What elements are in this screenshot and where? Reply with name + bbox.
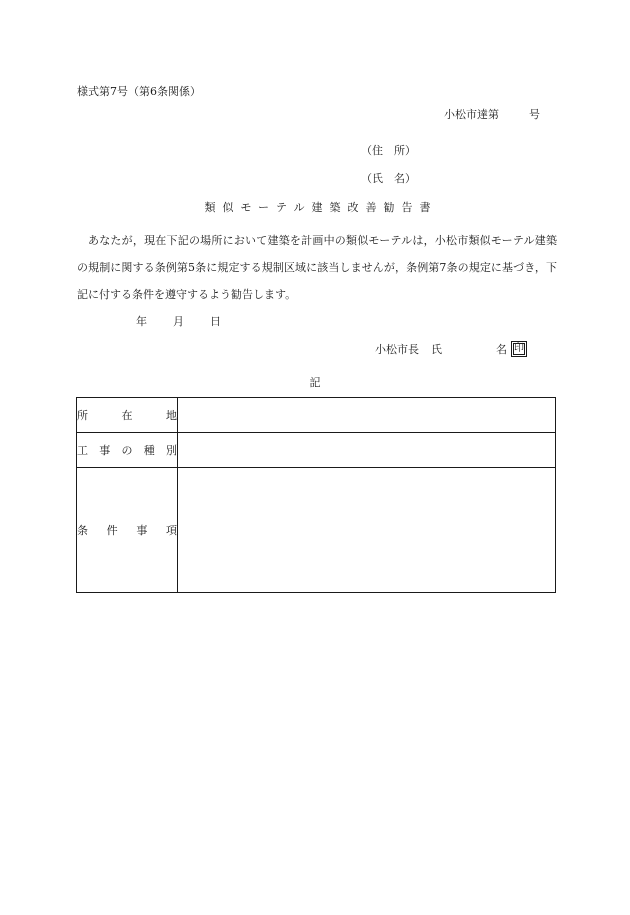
issuer-line (375, 342, 527, 358)
label-char: 地 (166, 409, 177, 422)
recipient-address-label: （住 所） (361, 144, 416, 157)
notice-number (444, 108, 540, 122)
work-type-label (77, 442, 177, 458)
document-title: 類似モーテル建築改善勧告書 (204, 201, 438, 214)
body-text: あなたが，現在下記の場所において建築を計画中の類似モーテルは，小松市類似モーテル建築の規制に関する条例第5条に規定する規制区域に該当しませんが，条例第7条の規定に基づき，下記に付する条件を遵守するよう勧告します。 (77, 234, 557, 301)
seal-icon (511, 341, 527, 357)
table-row-work-type (77, 433, 556, 468)
table-row-location (77, 398, 556, 433)
conditions-table (76, 397, 556, 593)
label-char: 事 (136, 524, 148, 537)
conditions-label (77, 522, 177, 538)
label-char: 事 (99, 444, 111, 457)
conditions-value (178, 468, 556, 593)
location-label-cell (77, 398, 178, 433)
location-value (178, 398, 556, 433)
label-char: 工 (77, 444, 88, 457)
issuer-name-a: 氏 (431, 343, 442, 356)
recipient-name-label: （氏 名） (361, 172, 416, 185)
label-char: 条 (77, 524, 88, 537)
notice-number-suffix: 号 (529, 108, 540, 121)
date-day: 日 (210, 315, 221, 328)
conditions-label-cell (77, 468, 178, 593)
seal-label: 印 (514, 343, 524, 354)
label-char: 在 (121, 409, 133, 422)
date-year: 年 (136, 315, 147, 328)
ki-heading: 記 (309, 376, 321, 389)
work-type-value (178, 433, 556, 468)
work-type-label-cell (77, 433, 178, 468)
issuer-name-b: 名 (496, 343, 507, 356)
label-char: 所 (77, 409, 88, 422)
label-char: 種 (143, 444, 155, 457)
location-label (77, 407, 177, 423)
issue-date (136, 315, 221, 329)
date-month: 月 (173, 315, 184, 328)
label-char: 項 (165, 524, 177, 537)
form-number-label: 様式第7号（第6条関係） (77, 85, 201, 98)
label-char: 別 (166, 444, 177, 457)
table-row-conditions (77, 468, 556, 593)
issuer-title: 小松市長 (375, 343, 419, 356)
notice-number-prefix: 小松市達第 (444, 108, 499, 121)
label-char: 件 (106, 524, 118, 537)
label-char: の (121, 444, 133, 457)
